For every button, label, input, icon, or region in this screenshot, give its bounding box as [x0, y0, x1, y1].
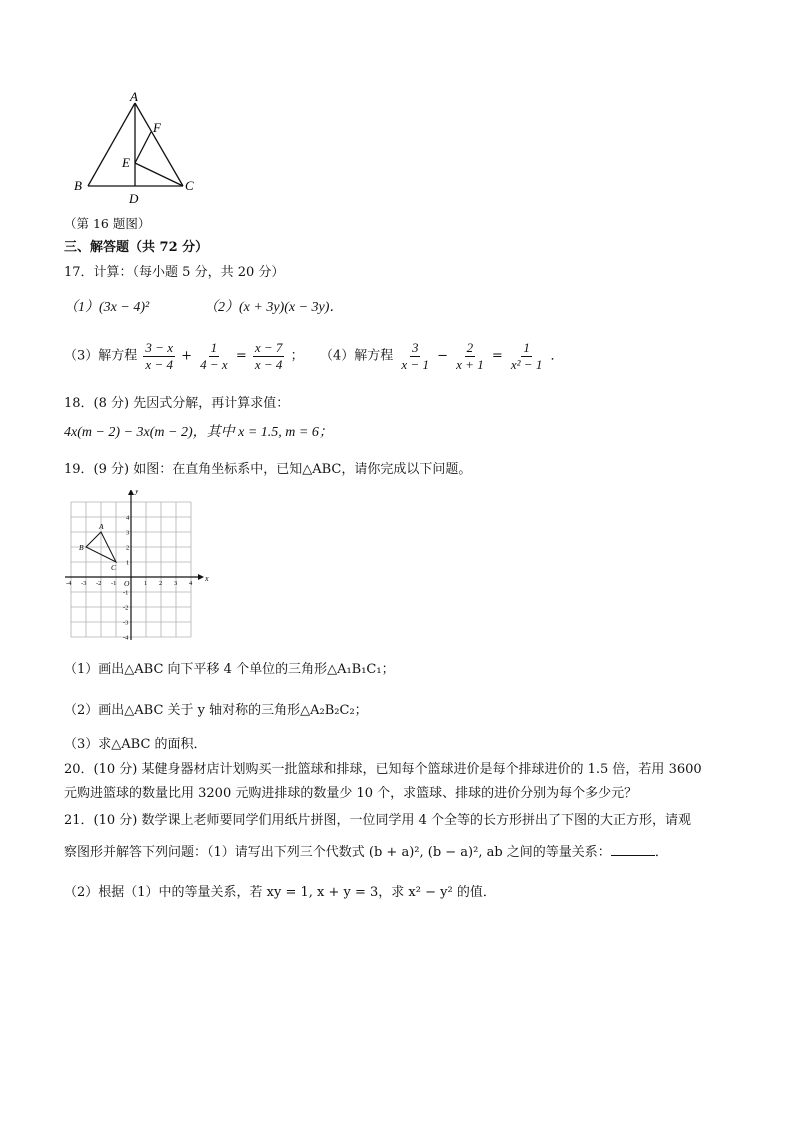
denominator: 4 − x — [200, 356, 228, 372]
numerator: 2 — [466, 340, 474, 355]
vertex-label-a: A — [99, 522, 104, 531]
q19-stem: 19．(9 分) 如图：在直角坐标系中，已知△ABC，请你完成以下问题。 — [64, 462, 472, 477]
y-tick-label: 4 — [126, 514, 130, 522]
y-axis-label: y — [135, 490, 139, 495]
x-tick-label: 4 — [189, 580, 193, 587]
equals-sign: = — [491, 348, 503, 364]
denominator: x − 4 — [254, 356, 283, 372]
x-tick-label: 3 — [174, 580, 178, 587]
fraction — [143, 340, 175, 372]
answer-blank[interactable] — [611, 855, 655, 856]
y-tick-label: 3 — [126, 529, 130, 537]
x-tick-label: -3 — [81, 580, 87, 587]
q18-stem: 18．(8 分) 先因式分解，再计算求值： — [64, 396, 290, 411]
q19-part2: （2）画出△ABC 关于 y 轴对称的三角形△A₂B₂C₂； — [64, 703, 368, 718]
denominator: x + 1 — [456, 356, 484, 372]
denominator: x² − 1 — [510, 356, 543, 372]
q20-line1: 20．(10 分) 某健身器材店计划购买一批篮球和排球，已知每个篮球进价是每个排球进价的 1.5 倍，若用 3600 — [64, 762, 702, 777]
y-tick-label: -1 — [123, 589, 129, 597]
y-tick-label: 1 — [126, 559, 130, 567]
x-tick-label: -4 — [66, 580, 72, 587]
punctuation: ； — [290, 348, 304, 364]
numerator: 1 — [523, 340, 530, 355]
q19-part3: （3）求△ABC 的面积． — [64, 737, 207, 752]
vertex-label-b: B — [79, 543, 84, 552]
origin-label: O — [124, 579, 130, 588]
x-tick-label: 1 — [144, 580, 148, 587]
x-tick-label: 2 — [159, 580, 163, 587]
label-E: E — [122, 155, 130, 170]
x-axis-label: x — [205, 574, 209, 583]
y-tick-label: -2 — [123, 604, 129, 612]
q19-part1: （1）画出△ABC 向下平移 4 个单位的三角形△A₁B₁C₁； — [64, 662, 395, 677]
q21-line1: 21．(10 分) 数学课上老师要同学们用纸片拼图，一位同学用 4 个全等的长方形拼出了下图的大正方形，请观 — [64, 813, 692, 828]
label-A: A — [130, 89, 138, 104]
q20-line2: 元购进篮球的数量比用 3200 元购进排球的数量少 10 个，求篮球、排球的进价分别为每个多少元？ — [64, 786, 638, 801]
denominator: x − 4 — [145, 356, 173, 372]
q17-stem: 17．计算：（每小题 5 分，共 20 分） — [64, 265, 285, 280]
punctuation: ． — [550, 348, 564, 364]
q19-coordinate-grid — [64, 490, 214, 640]
y-tick-label: -4 — [123, 634, 129, 640]
fraction — [454, 340, 486, 372]
q17-part3 — [64, 340, 304, 372]
minus-sign: − — [437, 348, 449, 364]
x-tick-label: -1 — [111, 580, 117, 587]
label-B: B — [74, 178, 82, 193]
label-C: C — [185, 178, 194, 193]
x-tick-label: -2 — [96, 580, 102, 587]
section-3-title: 三、解答题（共 72 分） — [64, 240, 209, 255]
numerator: 3 − x — [145, 340, 173, 355]
fraction — [509, 340, 544, 372]
numerator: x − 7 — [254, 340, 283, 355]
denominator: x − 1 — [401, 356, 429, 372]
y-axis-arrow — [128, 490, 134, 495]
figure-16-caption: （第 16 题图） — [64, 216, 151, 231]
q21-line2 — [64, 845, 668, 861]
label-D: D — [129, 191, 139, 206]
q17-part4 — [320, 340, 564, 372]
vertex-label-c: C — [111, 563, 117, 572]
q17-part3-prefix: （3）解方程 — [64, 348, 138, 364]
fraction — [253, 340, 285, 372]
q17-part4-prefix: （4）解方程 — [320, 348, 394, 364]
plus-sign: + — [181, 348, 193, 364]
figure-16-triangle — [66, 88, 208, 208]
label-F: F — [153, 120, 161, 135]
numerator: 3 — [411, 340, 419, 355]
equals-sign: = — [235, 348, 247, 364]
q18-expression: 4x(m − 2) − 3x(m − 2)，其中 x = 1.5, m = 6； — [64, 425, 333, 440]
q21-line2-text: 察图形并解答下列问题：（1）请写出下列三个代数式 (b + a)², (b − a)², ab 之间的等量关系： — [64, 845, 611, 860]
y-tick-label: 2 — [126, 544, 130, 552]
q17-part2: （2）(x + 3y)(x − 3y)． — [204, 300, 344, 315]
q21-part2: （2）根据（1）中的等量关系，若 xy = 1, x + y = 3，求 x² − y² 的值． — [64, 885, 496, 900]
numerator: 1 — [210, 340, 218, 355]
fraction — [399, 340, 431, 372]
y-tick-label: -3 — [123, 619, 129, 627]
punctuation: ． — [654, 845, 668, 860]
x-axis-arrow — [198, 574, 204, 580]
q17-part1: （1）(3x − 4)² — [64, 300, 150, 315]
fraction — [198, 340, 230, 372]
